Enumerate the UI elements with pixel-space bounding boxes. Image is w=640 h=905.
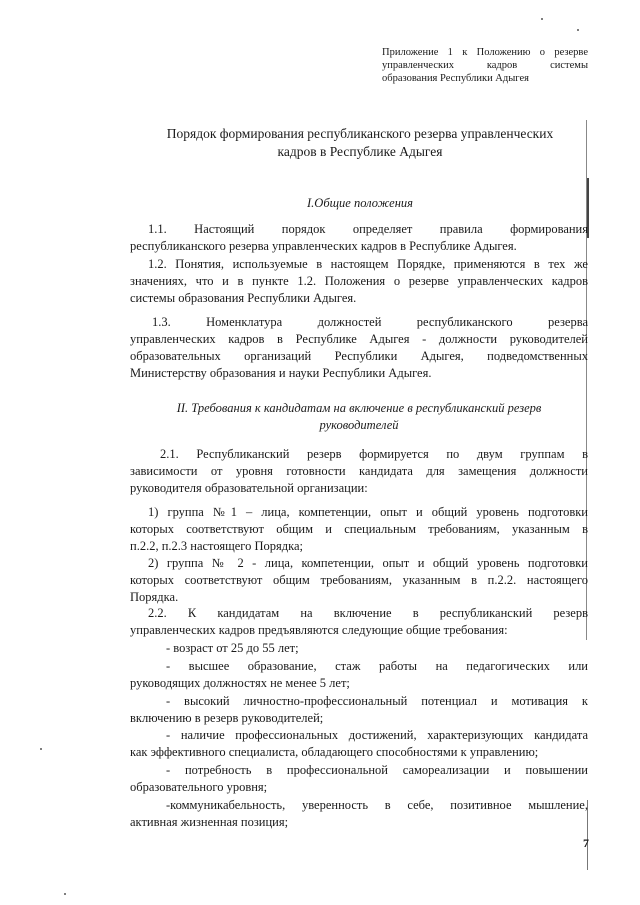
paragraph [130,658,588,692]
paragraph-line: как эффективного специалиста, обладающего способностями к управлению; [130,745,539,759]
paragraph [130,314,588,382]
section-heading-line: II. Требования к кандидатам на включение в республиканский резерв [176,401,542,415]
paragraph-line: 1) группа №1 – лица, компетенции, опыт и общий уровень подготовки [148,505,588,519]
section-heading: I.Общие положения [307,196,413,210]
paragraph [130,555,588,606]
paragraph [130,640,588,657]
paragraph-line: управленческих кадров в Республике Адыгея - должности руководителей [130,332,588,346]
paragraph-line: активная жизненная позиция; [130,815,289,829]
paragraph-line: которых соответствуют общим требованиям, указанным в п.2.2. настоящего [130,573,588,587]
paragraph-line: - высокий личностно-профессиональный потенциал и мотивация к [166,694,588,708]
document-title [130,125,590,161]
document-title-line: кадров в Республике Адыгея [277,144,443,159]
paragraph-line: Порядка. [130,590,179,604]
paragraph-line: - возраст от 25 до 55 лет; [166,641,299,655]
appendix-header-line: Приложение 1 к Положению о резерве [382,47,588,58]
paragraph-line: 2) группа № 2 - лица, компетенции, опыт и общий уровень подготовки [148,556,588,570]
paragraph-line: п.2.2, п.2.3 настоящего Порядка; [130,539,304,553]
paragraph-line: которых соответствуют общим и специальным требованиям, указанным в [130,522,588,536]
paragraph-line: управленческих кадров предъявляются следующие общие требования: [130,623,508,637]
paragraph-line: образовательных организаций Республики Адыгея, подведомственных [130,349,588,363]
scan-artifact-dot [40,748,42,750]
appendix-header [382,46,588,85]
paragraph-line: 1.3. Номенклатура должностей республиканского резерва [152,315,588,329]
paragraph-line: республиканского резерва управленческих кадров в Республике Адыгея. [130,239,517,253]
paragraph-line: - наличие профессиональных достижений, характеризующих кандидата [166,728,588,742]
section-heading [130,400,588,434]
paragraph [130,221,588,255]
document-title-line: Порядок формирования республиканского резерва управленческих [166,126,554,141]
paragraph-line: -коммуникабельность, уверенность в себе, позитивное мышление, [166,798,588,812]
paragraph [130,727,588,761]
paragraph-line: образовательного уровня; [130,780,268,794]
paragraph-line: - потребность в профессиональной самореализации и повышении [166,763,588,777]
paragraph-line: значениях, что и в пункте 1.2. Положения о резерве управленческих кадров [130,274,588,288]
section-heading-line: руководителей [319,418,399,432]
paragraph [130,797,588,831]
paragraph-line: Министерству образования и науки Республики Адыгея. [130,366,432,380]
paragraph-line: руководителя образовательной организации: [130,481,368,495]
paragraph-line: 1.1. Настоящий порядок определяет правила формирования [148,222,588,236]
paragraph-line: зависимости от уровня готовности кандидата для замещения должности [130,464,588,478]
paragraph [130,762,588,796]
paragraph-line: системы образования Республики Адыгея. [130,291,357,305]
appendix-header-line: управленческих кадров системы [382,60,588,71]
scan-artifact-dot [64,893,66,895]
scan-artifact-dot [541,18,543,20]
paragraph-line: руководящих должностях не менее 5 лет; [130,676,350,690]
paragraph-line: 2.1. Республиканский резерв формируется по двум группам в [160,447,588,461]
paragraph-line: 2.2. К кандидатам на включение в республиканский резерв [148,606,588,620]
page-number: 7 [583,836,589,850]
paragraph [130,446,588,497]
paragraph-line: 1.2. Понятия, используемые в настоящем Порядке, применяются в тех же [148,257,588,271]
paragraph [130,504,588,555]
paragraph-line: - высшее образование, стаж работы на педагогических или [166,659,588,673]
paragraph [130,256,588,307]
paragraph [130,605,588,639]
paragraph [130,693,588,727]
appendix-header-line: образования Республики Адыгея [382,73,529,84]
paragraph-line: включению в резерв руководителей; [130,711,324,725]
scan-artifact-dot [577,29,579,31]
